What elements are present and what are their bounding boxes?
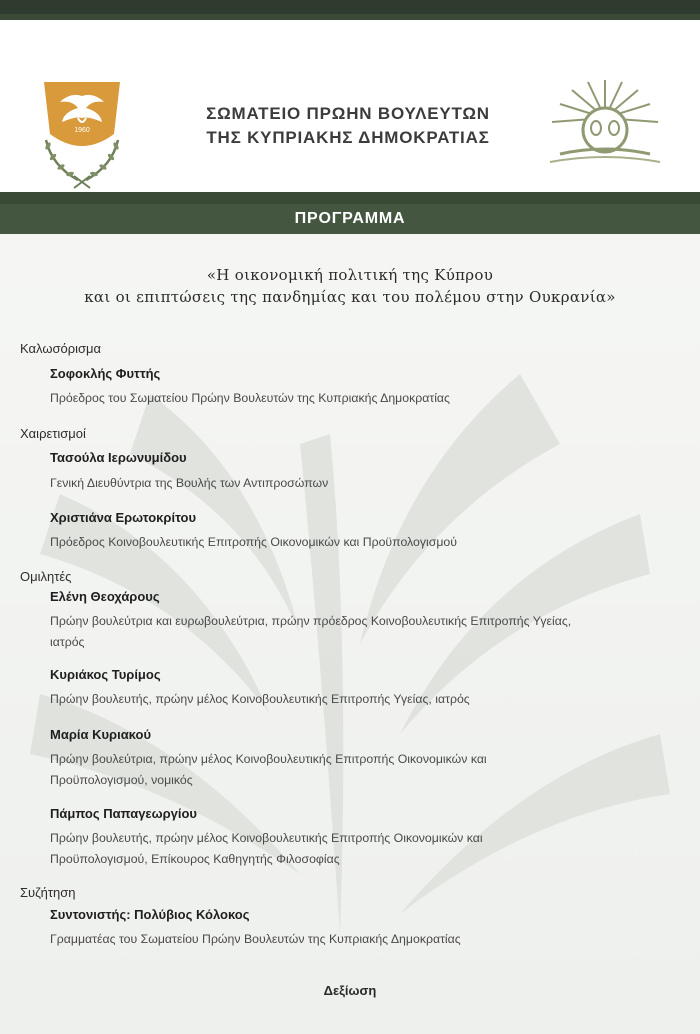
program-heading-bar bbox=[0, 204, 700, 234]
person-role-line: Προϋπολογισμού, νομικός bbox=[50, 773, 193, 787]
sun-face-logo-icon bbox=[540, 72, 670, 168]
person-role bbox=[50, 689, 680, 710]
person-role-line: Γενική Διευθύντρια της Βουλής των Αντιπροσώπων bbox=[50, 476, 329, 490]
header bbox=[0, 14, 700, 196]
person-role bbox=[50, 749, 680, 791]
person-name: Τασούλα Ιερωνυμίδου bbox=[50, 450, 187, 465]
person-role-line: Πρόεδρος Κοινοβουλευτικής Επιτροπής Οικονομικών και Προϋπολογισμού bbox=[50, 535, 457, 549]
crest-year: 1960 bbox=[74, 127, 90, 134]
person-role-line: Προϋπολογισμού, Επίκουρος Καθηγητής Φιλοσοφίας bbox=[50, 852, 340, 866]
person-role-line: Γραμματέας του Σωματείου Πρώην Βουλευτών της Κυπριακής Δημοκρατίας bbox=[50, 932, 461, 946]
section-heading: Ομιλητές bbox=[20, 569, 72, 584]
person-role-line: Πρόεδρος του Σωματείου Πρώην Βουλευτών της Κυπριακής Δημοκρατίας bbox=[50, 391, 450, 405]
header-divider-band bbox=[0, 192, 700, 204]
event-title-line1: «Η οικονομική πολιτική της Κύπρου bbox=[206, 266, 494, 284]
section-heading: Χαιρετισμοί bbox=[20, 426, 86, 441]
section-heading: Καλωσόρισμα bbox=[20, 341, 102, 356]
organization-title-line2: ΤΗΣ ΚΥΠΡΙΑΚΗΣ ΔΗΜΟΚΡΑΤΙΑΣ bbox=[206, 128, 490, 147]
program-heading: ΠΡΟΓΡΑΜΜΑ bbox=[294, 210, 406, 227]
closing-reception: Δεξίωση bbox=[323, 983, 377, 998]
person-name: Σοφοκλής Φυττής bbox=[50, 366, 161, 381]
person-role bbox=[50, 473, 680, 494]
person-role bbox=[50, 929, 680, 950]
event-title bbox=[20, 264, 680, 308]
event-title-line2: και οι επιπτώσεις της πανδημίας και του πολέμου στην Ουκρανία» bbox=[84, 288, 616, 306]
person-role bbox=[50, 611, 680, 653]
person-role-line: Πρώην βουλευτής, πρώην μέλος Κοινοβουλευτικής Επιτροπής Υγείας, ιατρός bbox=[50, 692, 470, 706]
organization-title bbox=[178, 102, 518, 150]
person-role-line: Πρώην βουλεύτρια, πρώην μέλος Κοινοβουλευτικής Επιτροπής Οικονομικών και bbox=[50, 752, 487, 766]
section-heading: Συζήτηση bbox=[20, 885, 76, 900]
person-name: Κυριάκος Τυρίμος bbox=[50, 667, 161, 682]
person-name: Μαρία Κυριακού bbox=[50, 727, 152, 742]
person-role-line: ιατρός bbox=[50, 635, 85, 649]
person-role-line: Πρώην βουλευτής, πρώην μέλος Κοινοβουλευτικής Επιτροπής Οικονομικών και bbox=[50, 831, 483, 845]
person-name: Συντονιστής: Πολύβιος Κόλοκος bbox=[50, 907, 250, 922]
person-role-line: Πρώην βουλεύτρια και ευρωβουλεύτρια, πρώην πρόεδρος Κοινοβουλευτικής Επιτροπής Υγείας, bbox=[50, 614, 572, 628]
person-name: Ελένη Θεοχάρους bbox=[50, 589, 160, 604]
cyprus-coat-of-arms-icon bbox=[34, 62, 130, 192]
program-sheet bbox=[0, 14, 700, 1034]
person-role bbox=[50, 388, 680, 409]
person-name: Πάμπος Παπαγεωργίου bbox=[50, 806, 197, 821]
person-name: Χριστιάνα Ερωτοκρίτου bbox=[50, 510, 197, 525]
person-role bbox=[50, 828, 680, 870]
person-role bbox=[50, 532, 680, 553]
organization-title-line1: ΣΩΜΑΤΕΙΟ ΠΡΩΗΝ ΒΟΥΛΕΥΤΩΝ bbox=[206, 104, 490, 123]
